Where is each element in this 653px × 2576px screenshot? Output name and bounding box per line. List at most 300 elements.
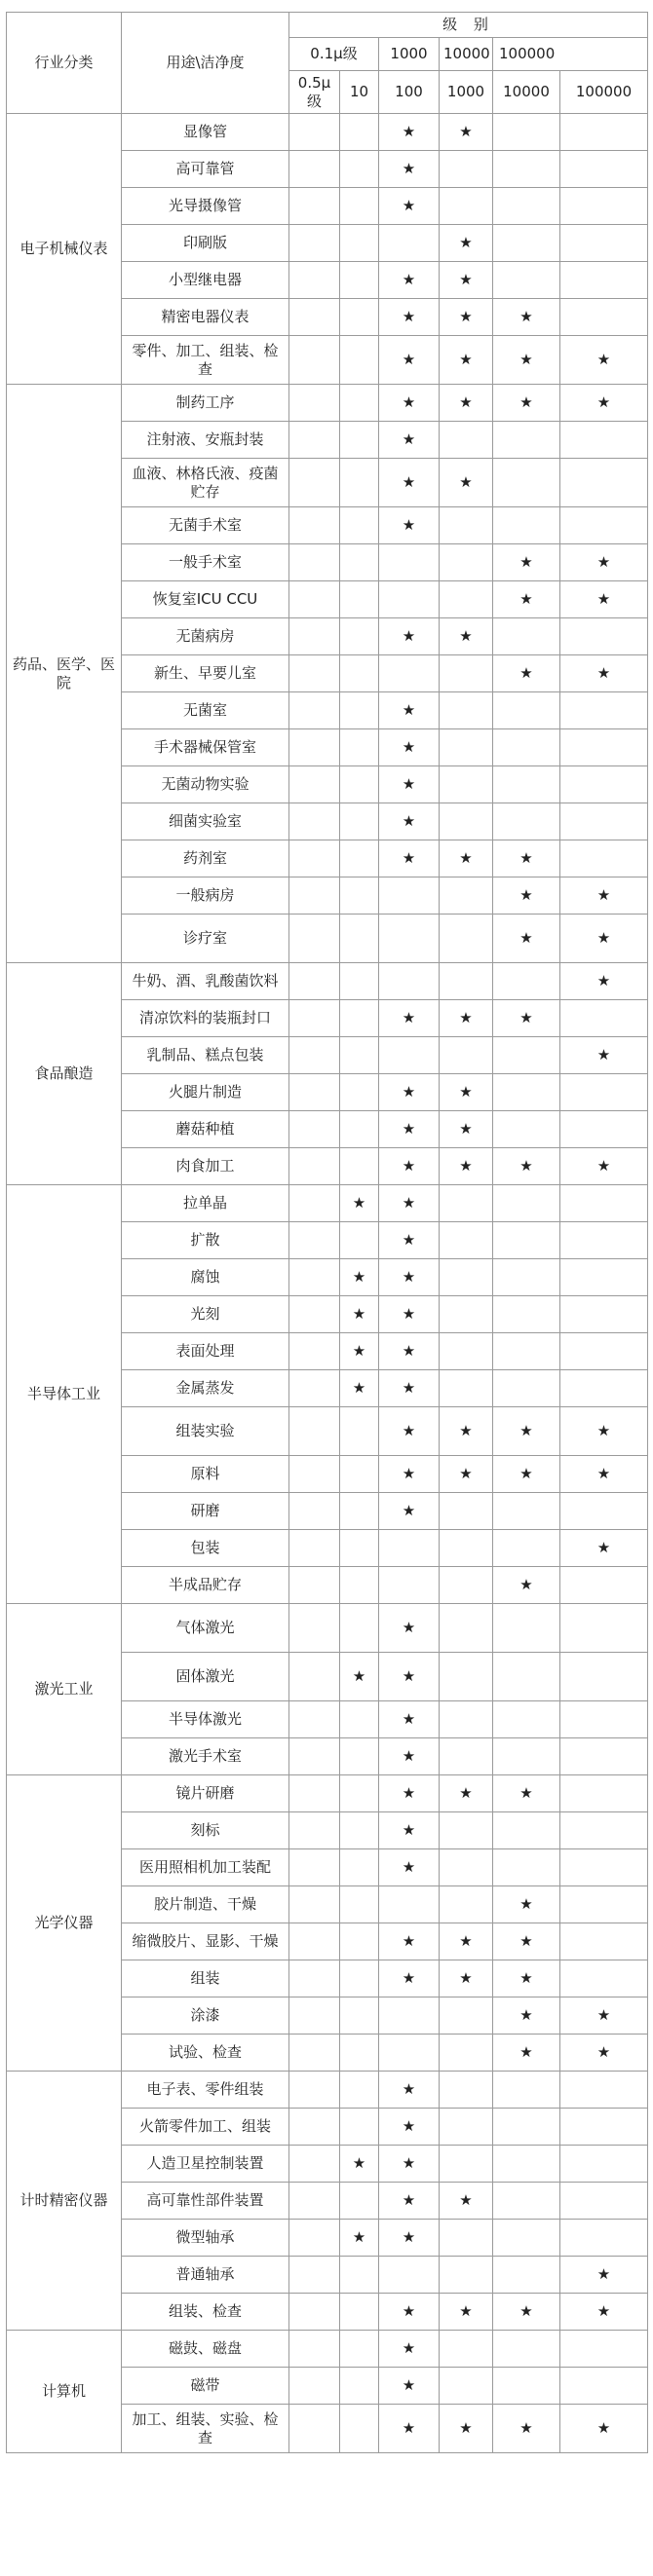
empty-cell <box>289 1849 340 1886</box>
purpose-cell: 原料 <box>122 1456 289 1493</box>
star-mark: ★ <box>379 2331 440 2368</box>
empty-cell <box>560 507 648 544</box>
empty-cell <box>289 299 340 336</box>
empty-cell <box>560 618 648 655</box>
star-mark: ★ <box>379 618 440 655</box>
star-mark: ★ <box>379 385 440 422</box>
empty-cell <box>289 114 340 151</box>
industry-category-cell: 半导体工业 <box>7 1185 122 1604</box>
empty-cell <box>289 151 340 188</box>
star-mark: ★ <box>440 385 493 422</box>
purpose-cell: 高可靠性部件装置 <box>122 2183 289 2220</box>
purpose-cell: 包装 <box>122 1530 289 1567</box>
empty-cell <box>493 1370 560 1407</box>
empty-cell <box>340 2405 379 2453</box>
star-mark: ★ <box>340 2220 379 2257</box>
empty-cell <box>560 1923 648 1960</box>
empty-cell <box>340 114 379 151</box>
star-mark: ★ <box>340 1333 379 1370</box>
purpose-cell: 刻标 <box>122 1812 289 1849</box>
empty-cell <box>340 1812 379 1849</box>
purpose-cell: 制药工序 <box>122 385 289 422</box>
empty-cell <box>340 1604 379 1653</box>
empty-cell <box>289 2220 340 2257</box>
star-mark: ★ <box>379 1407 440 1456</box>
table-row <box>7 1775 648 1812</box>
purpose-cell: 手术器械保管室 <box>122 729 289 766</box>
empty-cell <box>289 1604 340 1653</box>
empty-cell <box>440 1493 493 1530</box>
empty-cell <box>493 692 560 729</box>
empty-cell <box>340 1456 379 1493</box>
purpose-cell: 表面处理 <box>122 1333 289 1370</box>
star-mark: ★ <box>379 2368 440 2405</box>
star-mark: ★ <box>493 1886 560 1923</box>
purpose-cell: 缩微胶片、显影、干燥 <box>122 1923 289 1960</box>
empty-cell <box>340 618 379 655</box>
star-mark: ★ <box>379 840 440 877</box>
header-group-0-1u: 0.1μ级 <box>289 38 379 71</box>
empty-cell <box>560 2072 648 2109</box>
header-group-1000: 1000 <box>379 38 440 71</box>
empty-cell <box>560 1222 648 1259</box>
purpose-cell: 无菌手术室 <box>122 507 289 544</box>
empty-cell <box>289 729 340 766</box>
empty-cell <box>493 422 560 459</box>
industry-category-cell: 电子机械仪表 <box>7 114 122 385</box>
empty-cell <box>493 2331 560 2368</box>
empty-cell <box>440 1296 493 1333</box>
empty-cell <box>379 1886 440 1923</box>
star-mark: ★ <box>379 1812 440 1849</box>
star-mark: ★ <box>493 1923 560 1960</box>
empty-cell <box>289 1886 340 1923</box>
star-mark: ★ <box>379 1000 440 1037</box>
empty-cell <box>493 2146 560 2183</box>
empty-cell <box>289 1960 340 1997</box>
empty-cell <box>440 1037 493 1074</box>
empty-cell <box>289 618 340 655</box>
empty-cell <box>340 1997 379 2035</box>
empty-cell <box>289 1259 340 1296</box>
empty-cell <box>289 1775 340 1812</box>
empty-cell <box>560 1185 648 1222</box>
empty-cell <box>340 2368 379 2405</box>
purpose-cell: 半导体激光 <box>122 1701 289 1738</box>
empty-cell <box>560 1493 648 1530</box>
empty-cell <box>560 840 648 877</box>
star-mark: ★ <box>560 1148 648 1185</box>
empty-cell <box>340 915 379 963</box>
empty-cell <box>289 840 340 877</box>
star-mark: ★ <box>493 1775 560 1812</box>
empty-cell <box>560 459 648 507</box>
empty-cell <box>493 618 560 655</box>
empty-cell <box>340 655 379 692</box>
empty-cell <box>379 581 440 618</box>
star-mark: ★ <box>379 1370 440 1407</box>
empty-cell <box>289 2257 340 2294</box>
empty-cell <box>289 336 340 385</box>
purpose-cell: 金属蒸发 <box>122 1370 289 1407</box>
empty-cell <box>379 1530 440 1567</box>
empty-cell <box>289 1530 340 1567</box>
empty-cell <box>340 1886 379 1923</box>
empty-cell <box>560 1701 648 1738</box>
star-mark: ★ <box>379 299 440 336</box>
empty-cell <box>440 2368 493 2405</box>
star-mark: ★ <box>493 1407 560 1456</box>
purpose-cell: 光刻 <box>122 1296 289 1333</box>
empty-cell <box>340 581 379 618</box>
star-mark: ★ <box>379 729 440 766</box>
empty-cell <box>340 336 379 385</box>
empty-cell <box>493 1074 560 1111</box>
star-mark: ★ <box>379 188 440 225</box>
empty-cell <box>289 262 340 299</box>
empty-cell <box>340 1738 379 1775</box>
empty-cell <box>493 1701 560 1738</box>
empty-cell <box>560 262 648 299</box>
empty-cell <box>340 1567 379 1604</box>
star-mark: ★ <box>493 1960 560 1997</box>
star-mark: ★ <box>440 262 493 299</box>
empty-cell <box>493 1604 560 1653</box>
purpose-cell: 镜片研磨 <box>122 1775 289 1812</box>
purpose-cell: 火腿片制造 <box>122 1074 289 1111</box>
empty-cell <box>379 1037 440 1074</box>
empty-cell <box>340 803 379 840</box>
star-mark: ★ <box>440 1456 493 1493</box>
empty-cell <box>440 544 493 581</box>
star-mark: ★ <box>379 1604 440 1653</box>
star-mark: ★ <box>493 840 560 877</box>
purpose-cell: 医用照相机加工装配 <box>122 1849 289 1886</box>
empty-cell <box>560 1333 648 1370</box>
star-mark: ★ <box>440 1111 493 1148</box>
empty-cell <box>493 963 560 1000</box>
empty-cell <box>340 225 379 262</box>
empty-cell <box>289 803 340 840</box>
empty-cell <box>289 1222 340 1259</box>
star-mark: ★ <box>493 1567 560 1604</box>
star-mark: ★ <box>493 581 560 618</box>
purpose-cell: 药剂室 <box>122 840 289 877</box>
empty-cell <box>289 2294 340 2331</box>
star-mark: ★ <box>379 2183 440 2220</box>
star-mark: ★ <box>440 1775 493 1812</box>
empty-cell <box>289 1493 340 1530</box>
star-mark: ★ <box>493 877 560 915</box>
empty-cell <box>289 692 340 729</box>
star-mark: ★ <box>340 1185 379 1222</box>
empty-cell <box>440 1653 493 1701</box>
empty-cell <box>493 2183 560 2220</box>
purpose-cell: 血液、林格氏液、疫菌贮存 <box>122 459 289 507</box>
empty-cell <box>340 1775 379 1812</box>
purpose-cell: 激光手术室 <box>122 1738 289 1775</box>
star-mark: ★ <box>379 2294 440 2331</box>
industry-category-cell: 计时精密仪器 <box>7 2072 122 2331</box>
purpose-cell: 固体激光 <box>122 1653 289 1701</box>
empty-cell <box>440 1370 493 1407</box>
header-sub-0-5u: 0.5μ级 <box>289 71 340 114</box>
purpose-cell: 清凉饮料的装瓶封口 <box>122 1000 289 1037</box>
purpose-cell: 组装实验 <box>122 1407 289 1456</box>
star-mark: ★ <box>379 2109 440 2146</box>
empty-cell <box>340 422 379 459</box>
empty-cell <box>289 1997 340 2035</box>
star-mark: ★ <box>493 299 560 336</box>
purpose-cell: 人造卫星控制装置 <box>122 2146 289 2183</box>
empty-cell <box>340 299 379 336</box>
star-mark: ★ <box>379 114 440 151</box>
purpose-cell: 普通轴承 <box>122 2257 289 2294</box>
star-mark: ★ <box>340 1653 379 1701</box>
empty-cell <box>560 151 648 188</box>
empty-cell <box>560 1296 648 1333</box>
star-mark: ★ <box>379 1185 440 1222</box>
empty-cell <box>440 507 493 544</box>
empty-cell <box>560 2220 648 2257</box>
empty-cell <box>289 507 340 544</box>
empty-cell <box>289 581 340 618</box>
purpose-cell: 气体激光 <box>122 1604 289 1653</box>
empty-cell <box>493 1738 560 1775</box>
star-mark: ★ <box>493 1148 560 1185</box>
star-mark: ★ <box>560 1530 648 1567</box>
table-row <box>7 114 648 151</box>
empty-cell <box>560 114 648 151</box>
star-mark: ★ <box>440 1000 493 1037</box>
purpose-cell: 新生、早要儿室 <box>122 655 289 692</box>
star-mark: ★ <box>560 385 648 422</box>
empty-cell <box>493 1530 560 1567</box>
star-mark: ★ <box>560 544 648 581</box>
empty-cell <box>493 1849 560 1886</box>
empty-cell <box>560 1653 648 1701</box>
empty-cell <box>440 1530 493 1567</box>
empty-cell <box>440 692 493 729</box>
empty-cell <box>340 188 379 225</box>
star-mark: ★ <box>493 2035 560 2072</box>
star-mark: ★ <box>440 2183 493 2220</box>
empty-cell <box>560 1567 648 1604</box>
purpose-cell: 加工、组装、实验、检查 <box>122 2405 289 2453</box>
empty-cell <box>560 2368 648 2405</box>
star-mark: ★ <box>379 1493 440 1530</box>
star-mark: ★ <box>379 766 440 803</box>
header-level: 级 别 <box>289 13 648 38</box>
star-mark: ★ <box>379 1653 440 1701</box>
purpose-cell: 无菌室 <box>122 692 289 729</box>
star-mark: ★ <box>379 1701 440 1738</box>
empty-cell <box>340 1923 379 1960</box>
empty-cell <box>340 1701 379 1738</box>
purpose-cell: 磁带 <box>122 2368 289 2405</box>
star-mark: ★ <box>493 1000 560 1037</box>
empty-cell <box>379 2035 440 2072</box>
star-mark: ★ <box>379 1074 440 1111</box>
empty-cell <box>440 1185 493 1222</box>
empty-cell <box>560 2183 648 2220</box>
header-sub-10: 10 <box>340 71 379 114</box>
empty-cell <box>440 2146 493 2183</box>
star-mark: ★ <box>560 2294 648 2331</box>
empty-cell <box>440 422 493 459</box>
empty-cell <box>560 1111 648 1148</box>
header-purpose: 用途\洁净度 <box>122 13 289 114</box>
purpose-cell: 腐蚀 <box>122 1259 289 1296</box>
star-mark: ★ <box>379 1738 440 1775</box>
empty-cell <box>289 459 340 507</box>
header-sub-100: 100 <box>379 71 440 114</box>
purpose-cell: 无菌动物实验 <box>122 766 289 803</box>
empty-cell <box>340 385 379 422</box>
star-mark: ★ <box>379 151 440 188</box>
star-mark: ★ <box>440 299 493 336</box>
empty-cell <box>560 2146 648 2183</box>
table-row <box>7 963 648 1000</box>
purpose-cell: 扩散 <box>122 1222 289 1259</box>
empty-cell <box>379 915 440 963</box>
star-mark: ★ <box>493 2405 560 2453</box>
empty-cell <box>379 2257 440 2294</box>
empty-cell <box>340 2294 379 2331</box>
purpose-cell: 一般手术室 <box>122 544 289 581</box>
empty-cell <box>289 2109 340 2146</box>
star-mark: ★ <box>440 840 493 877</box>
empty-cell <box>289 385 340 422</box>
empty-cell <box>289 1653 340 1701</box>
purpose-cell: 胶片制造、干燥 <box>122 1886 289 1923</box>
star-mark: ★ <box>560 915 648 963</box>
empty-cell <box>440 766 493 803</box>
empty-cell <box>440 729 493 766</box>
purpose-cell: 组装 <box>122 1960 289 1997</box>
empty-cell <box>440 188 493 225</box>
empty-cell <box>289 915 340 963</box>
purpose-cell: 诊疗室 <box>122 915 289 963</box>
empty-cell <box>493 1493 560 1530</box>
empty-cell <box>493 1222 560 1259</box>
empty-cell <box>560 225 648 262</box>
empty-cell <box>340 2257 379 2294</box>
purpose-cell: 拉单晶 <box>122 1185 289 1222</box>
star-mark: ★ <box>379 262 440 299</box>
empty-cell <box>560 299 648 336</box>
empty-cell <box>440 1333 493 1370</box>
empty-cell <box>289 1148 340 1185</box>
empty-cell <box>340 2183 379 2220</box>
empty-cell <box>340 692 379 729</box>
empty-cell <box>289 2331 340 2368</box>
empty-cell <box>493 1037 560 1074</box>
empty-cell <box>493 1185 560 1222</box>
star-mark: ★ <box>340 1259 379 1296</box>
empty-cell <box>379 963 440 1000</box>
purpose-cell: 火箭零件加工、组装 <box>122 2109 289 2146</box>
table-row <box>7 1185 648 1222</box>
empty-cell <box>289 422 340 459</box>
empty-cell <box>289 877 340 915</box>
empty-cell <box>289 1738 340 1775</box>
purpose-cell: 小型继电器 <box>122 262 289 299</box>
empty-cell <box>289 766 340 803</box>
empty-cell <box>440 2257 493 2294</box>
star-mark: ★ <box>379 1960 440 1997</box>
star-mark: ★ <box>560 581 648 618</box>
empty-cell <box>340 766 379 803</box>
empty-cell <box>493 507 560 544</box>
industry-category-cell: 激光工业 <box>7 1604 122 1775</box>
empty-cell <box>340 2109 379 2146</box>
empty-cell <box>493 2109 560 2146</box>
empty-cell <box>289 225 340 262</box>
star-mark: ★ <box>379 336 440 385</box>
empty-cell <box>493 1296 560 1333</box>
star-mark: ★ <box>440 1148 493 1185</box>
purpose-cell: 乳制品、糕点包装 <box>122 1037 289 1074</box>
empty-cell <box>440 915 493 963</box>
empty-cell <box>340 544 379 581</box>
empty-cell <box>493 729 560 766</box>
empty-cell <box>440 1812 493 1849</box>
header-sub-1000: 1000 <box>440 71 493 114</box>
empty-cell <box>289 2072 340 2109</box>
star-mark: ★ <box>440 1074 493 1111</box>
star-mark: ★ <box>379 1849 440 1886</box>
star-mark: ★ <box>440 114 493 151</box>
empty-cell <box>379 655 440 692</box>
empty-cell <box>440 1701 493 1738</box>
empty-cell <box>340 877 379 915</box>
purpose-cell: 半成品贮存 <box>122 1567 289 1604</box>
star-mark: ★ <box>440 225 493 262</box>
empty-cell <box>340 1849 379 1886</box>
empty-cell <box>560 1775 648 1812</box>
star-mark: ★ <box>560 1037 648 1074</box>
empty-cell <box>493 2220 560 2257</box>
empty-cell <box>289 1923 340 1960</box>
empty-cell <box>560 1849 648 1886</box>
empty-cell <box>340 1530 379 1567</box>
empty-cell <box>289 1812 340 1849</box>
industry-category-cell: 食品酿造 <box>7 963 122 1185</box>
empty-cell <box>493 114 560 151</box>
empty-cell <box>289 1407 340 1456</box>
empty-cell <box>440 2109 493 2146</box>
empty-cell <box>340 459 379 507</box>
empty-cell <box>493 2257 560 2294</box>
star-mark: ★ <box>440 2405 493 2453</box>
star-mark: ★ <box>340 1370 379 1407</box>
empty-cell <box>493 803 560 840</box>
header-group-100000: 100000 <box>493 38 648 71</box>
purpose-cell: 肉食加工 <box>122 1148 289 1185</box>
star-mark: ★ <box>379 507 440 544</box>
empty-cell <box>289 2405 340 2453</box>
star-mark: ★ <box>379 2220 440 2257</box>
industry-category-cell: 计算机 <box>7 2331 122 2453</box>
empty-cell <box>340 840 379 877</box>
star-mark: ★ <box>440 336 493 385</box>
star-mark: ★ <box>379 1296 440 1333</box>
empty-cell <box>440 151 493 188</box>
empty-cell <box>560 1738 648 1775</box>
empty-cell <box>340 1037 379 1074</box>
empty-cell <box>340 1222 379 1259</box>
